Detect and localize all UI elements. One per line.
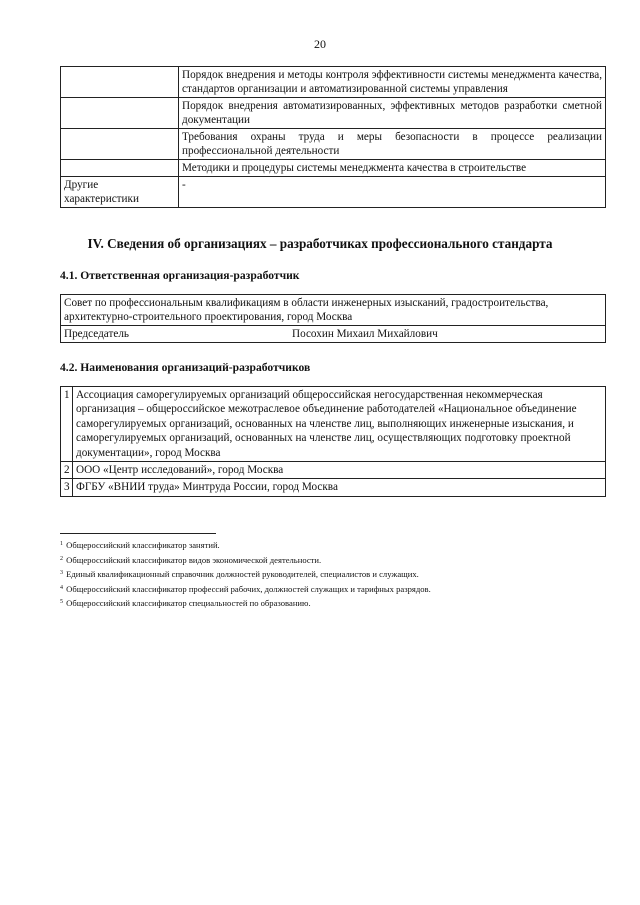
left-cell	[61, 160, 179, 177]
left-cell	[61, 98, 179, 129]
right-cell: Порядок внедрения и методы контроля эффективности системы менеджмента качества, стандартов организации и автоматизированной системы управления	[179, 67, 606, 98]
table-row	[61, 98, 606, 129]
footnote-number: 2	[60, 555, 63, 562]
row-number: 3	[61, 479, 73, 496]
row-number: 1	[61, 387, 73, 462]
right-cell: Методики и процедуры системы менеджмента качества в строительстве	[179, 160, 606, 177]
characteristics-table	[60, 66, 606, 208]
table-row	[61, 160, 606, 177]
footnote-separator	[60, 533, 216, 534]
left-cell	[61, 129, 179, 160]
table-row	[61, 326, 606, 343]
footnote-number: 3	[60, 570, 63, 577]
responsible-org-table	[60, 294, 606, 343]
footnote-number: 4	[60, 584, 63, 591]
subsection-title-responsible: 4.1. Ответственная организация-разработчик	[60, 269, 300, 282]
table-row	[61, 295, 606, 326]
right-cell: Требования охраны труда и меры безопасности в процессе реализации профессиональной деятельности	[179, 129, 606, 160]
developer-orgs-table	[60, 386, 606, 497]
footnote	[60, 553, 620, 568]
other-characteristics-value: -	[179, 177, 606, 208]
left-cell	[61, 67, 179, 98]
org-name: ООО «Центр исследований», город Москва	[73, 462, 606, 479]
footnote-text: Общероссийский классификатор специальностей по образованию.	[66, 598, 311, 609]
chair-name: Посохин Михаил Михайлович	[292, 328, 438, 340]
table-row	[61, 67, 606, 98]
footnote-text: Общероссийский классификатор занятий.	[66, 540, 220, 550]
responsible-org-name: Совет по профессиональным квалификациям в области инженерных изысканий, градостроительства, архитектурно-строительного проектирования, город Москва	[61, 295, 606, 326]
table-row	[61, 129, 606, 160]
footnote	[60, 582, 620, 597]
right-cell: Порядок внедрения автоматизированных, эффективных методов разработки сметной документации	[179, 98, 606, 129]
org-name: Ассоциация саморегулируемых организаций общероссийская негосударственная некоммерческая организация – общероссийское межотраслевое объединение работодателей «Национальное объединение саморегулируемых организаций, основанных на членстве лиц, выполняющих инженерные изыскания, и саморегулируемых организаций, основанных на членстве лиц, осуществляющих подготовку проектной документации», город Москва	[73, 387, 606, 462]
chair-label: Председатель	[64, 328, 130, 340]
table-row	[61, 177, 606, 208]
subsection-title-developers: 4.2. Наименования организаций-разработчиков	[60, 361, 311, 374]
page-number: 20	[314, 37, 326, 51]
table-row	[61, 462, 606, 479]
org-name: ФГБУ «ВНИИ труда» Минтруда России, город Москва	[73, 479, 606, 496]
table-row	[61, 387, 606, 462]
footnote	[60, 538, 620, 553]
footnotes	[60, 538, 620, 611]
chair-row	[61, 326, 606, 343]
section-title: IV. Сведения об организациях – разработчиках профессионального стандарта	[87, 236, 553, 251]
other-characteristics-label: Другие характеристики	[61, 177, 179, 208]
footnote-text: Общероссийский классификатор профессий рабочих, должностей служащих и тарифных разрядов.	[66, 583, 431, 594]
row-number: 2	[61, 462, 73, 479]
footnote-number: 1	[60, 541, 63, 547]
footnote-number: 5	[60, 599, 63, 606]
footnote-text: Единый квалификационный справочник должностей руководителей, специалистов и служащих.	[66, 569, 419, 580]
table-row	[61, 479, 606, 496]
footnote	[60, 567, 620, 582]
footnote-text: Общероссийский классификатор видов экономической деятельности.	[66, 554, 322, 565]
footnote	[60, 596, 620, 611]
